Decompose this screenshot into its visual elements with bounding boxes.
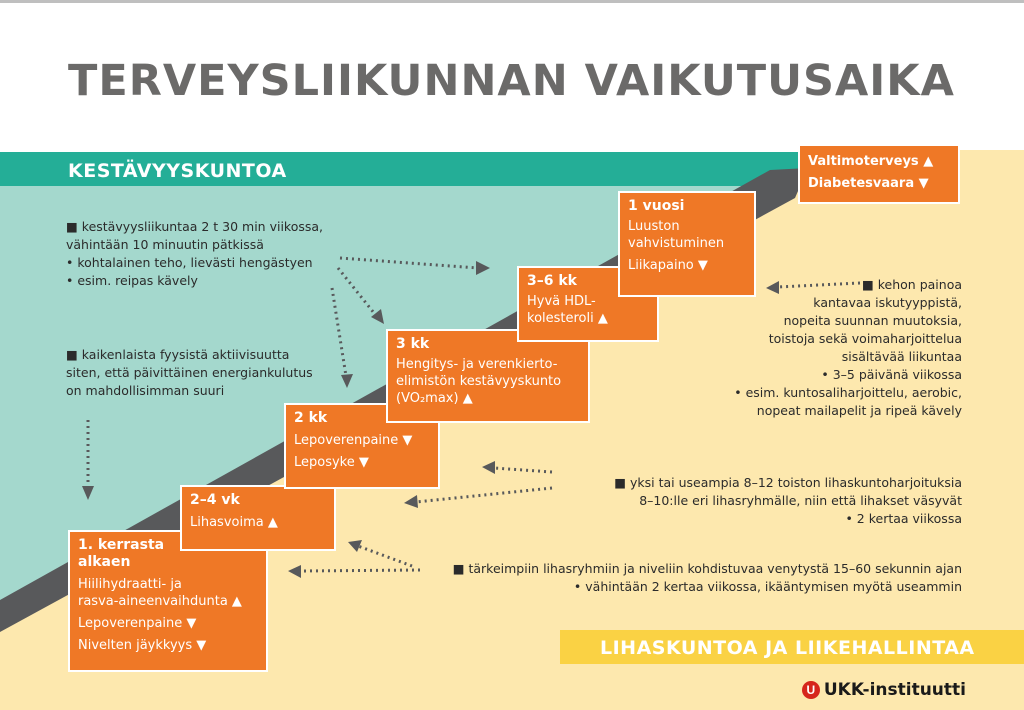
note-endurance [66, 218, 323, 290]
step-line: Lihasvoima ▲ [190, 515, 278, 530]
top-border [0, 0, 1024, 3]
note-line: kantavaa iskutyyppistä, [813, 295, 962, 310]
step-line: Diabetesvaara ▼ [808, 176, 929, 191]
ukk-logo [802, 680, 966, 700]
note-stretching [453, 560, 962, 596]
step-3-months [386, 329, 590, 423]
step-line: vahvistuminen [628, 236, 725, 251]
note-weight-bearing [734, 276, 962, 420]
step-line: rasva-aineenvaihdunta ▲ [78, 594, 242, 609]
ukk-logo-text: UKK-instituutti [823, 680, 966, 700]
step-2-4-weeks [180, 485, 336, 551]
endurance-band-label: KESTÄVYYSKUNTOA [68, 160, 287, 182]
page-title: TERVEYSLIIKUNNAN VAIKUTUSAIKA [68, 56, 955, 106]
step-line: Lepoverenpaine ▼ [294, 433, 413, 448]
step-first-session [68, 530, 268, 672]
step-heading: 1 vuosi [628, 198, 685, 214]
note-line: • 2 kertaa viikossa [845, 511, 962, 526]
step-heading: 1. kerrasta alkaen [78, 537, 165, 570]
step-line: Valtimoterveys ▲ [808, 154, 934, 169]
ukk-logo-icon: U [802, 681, 820, 699]
step-line: Liikapaino ▼ [628, 258, 708, 273]
step-line: Hiilihydraatti- ja [78, 577, 182, 592]
note-line: 8–10:lle eri lihasryhmälle, niin että lihakset väsyvät [639, 493, 962, 508]
note-line: • vähintään 2 kertaa viikossa, ikääntymisen myötä useammin [573, 579, 962, 594]
step-heading: 2–4 vk [190, 492, 240, 508]
step-heading: 3–6 kk [527, 273, 577, 289]
note-activity [66, 346, 313, 400]
step-line: Lepoverenpaine ▼ [78, 616, 197, 631]
note-line: • 3–5 päivänä viikossa [821, 367, 962, 382]
step-heading: 2 kk [294, 410, 328, 426]
note-line: toistoja sekä voimaharjoittelua [768, 331, 962, 346]
step-line: Leposyke ▼ [294, 455, 369, 470]
strength-band-label: LIHASKUNTOA JA LIIKEHALLINTAA [600, 637, 975, 659]
note-line: ■ kaikenlaista fyysistä aktiivisuutta [66, 347, 290, 362]
step-line: Hyvä HDL- [527, 294, 596, 309]
note-line: • esim. kuntosaliharjoittelu, aerobic, [734, 385, 962, 400]
note-line: ■ tärkeimpiin lihasryhmiin ja niveliin kohdistuvaa venytystä 15–60 sekunnin ajan [452, 561, 962, 576]
step-line: Hengitys- ja verenkierto- [396, 357, 558, 372]
note-line: ■ kehon painoa [861, 277, 962, 292]
note-line: nopeita suunnan muutoksia, [783, 313, 962, 328]
note-line: siten, että päivittäinen energiankulutus [66, 365, 313, 380]
note-line: • esim. reipas kävely [66, 273, 198, 288]
step-line: elimistön kestävyyskunto [396, 374, 562, 389]
note-line: • kohtalainen teho, lievästi hengästyen [66, 255, 313, 270]
note-strength [614, 474, 962, 528]
step-line: (VO₂max) ▲ [396, 391, 473, 406]
note-line: on mahdollisimman suuri [66, 383, 225, 398]
step-heading: 3 kk [396, 336, 430, 352]
step-line: kolesteroli ▲ [527, 311, 608, 326]
note-line: ■ yksi tai useampia 8–12 toiston lihaskuntoharjoituksia [614, 475, 962, 490]
note-line: sisältävää liikuntaa [841, 349, 962, 364]
note-line: nopeat mailapelit ja ripeä kävely [756, 403, 962, 418]
step-long-term [798, 144, 960, 204]
note-line: ■ kestävyysliikuntaa 2 t 30 min viikossa, [66, 219, 324, 234]
note-line: vähintään 10 minuutin pätkissä [66, 237, 264, 252]
step-line: Nivelten jäykkyys ▼ [78, 638, 207, 653]
step-line: Luuston [628, 219, 680, 234]
